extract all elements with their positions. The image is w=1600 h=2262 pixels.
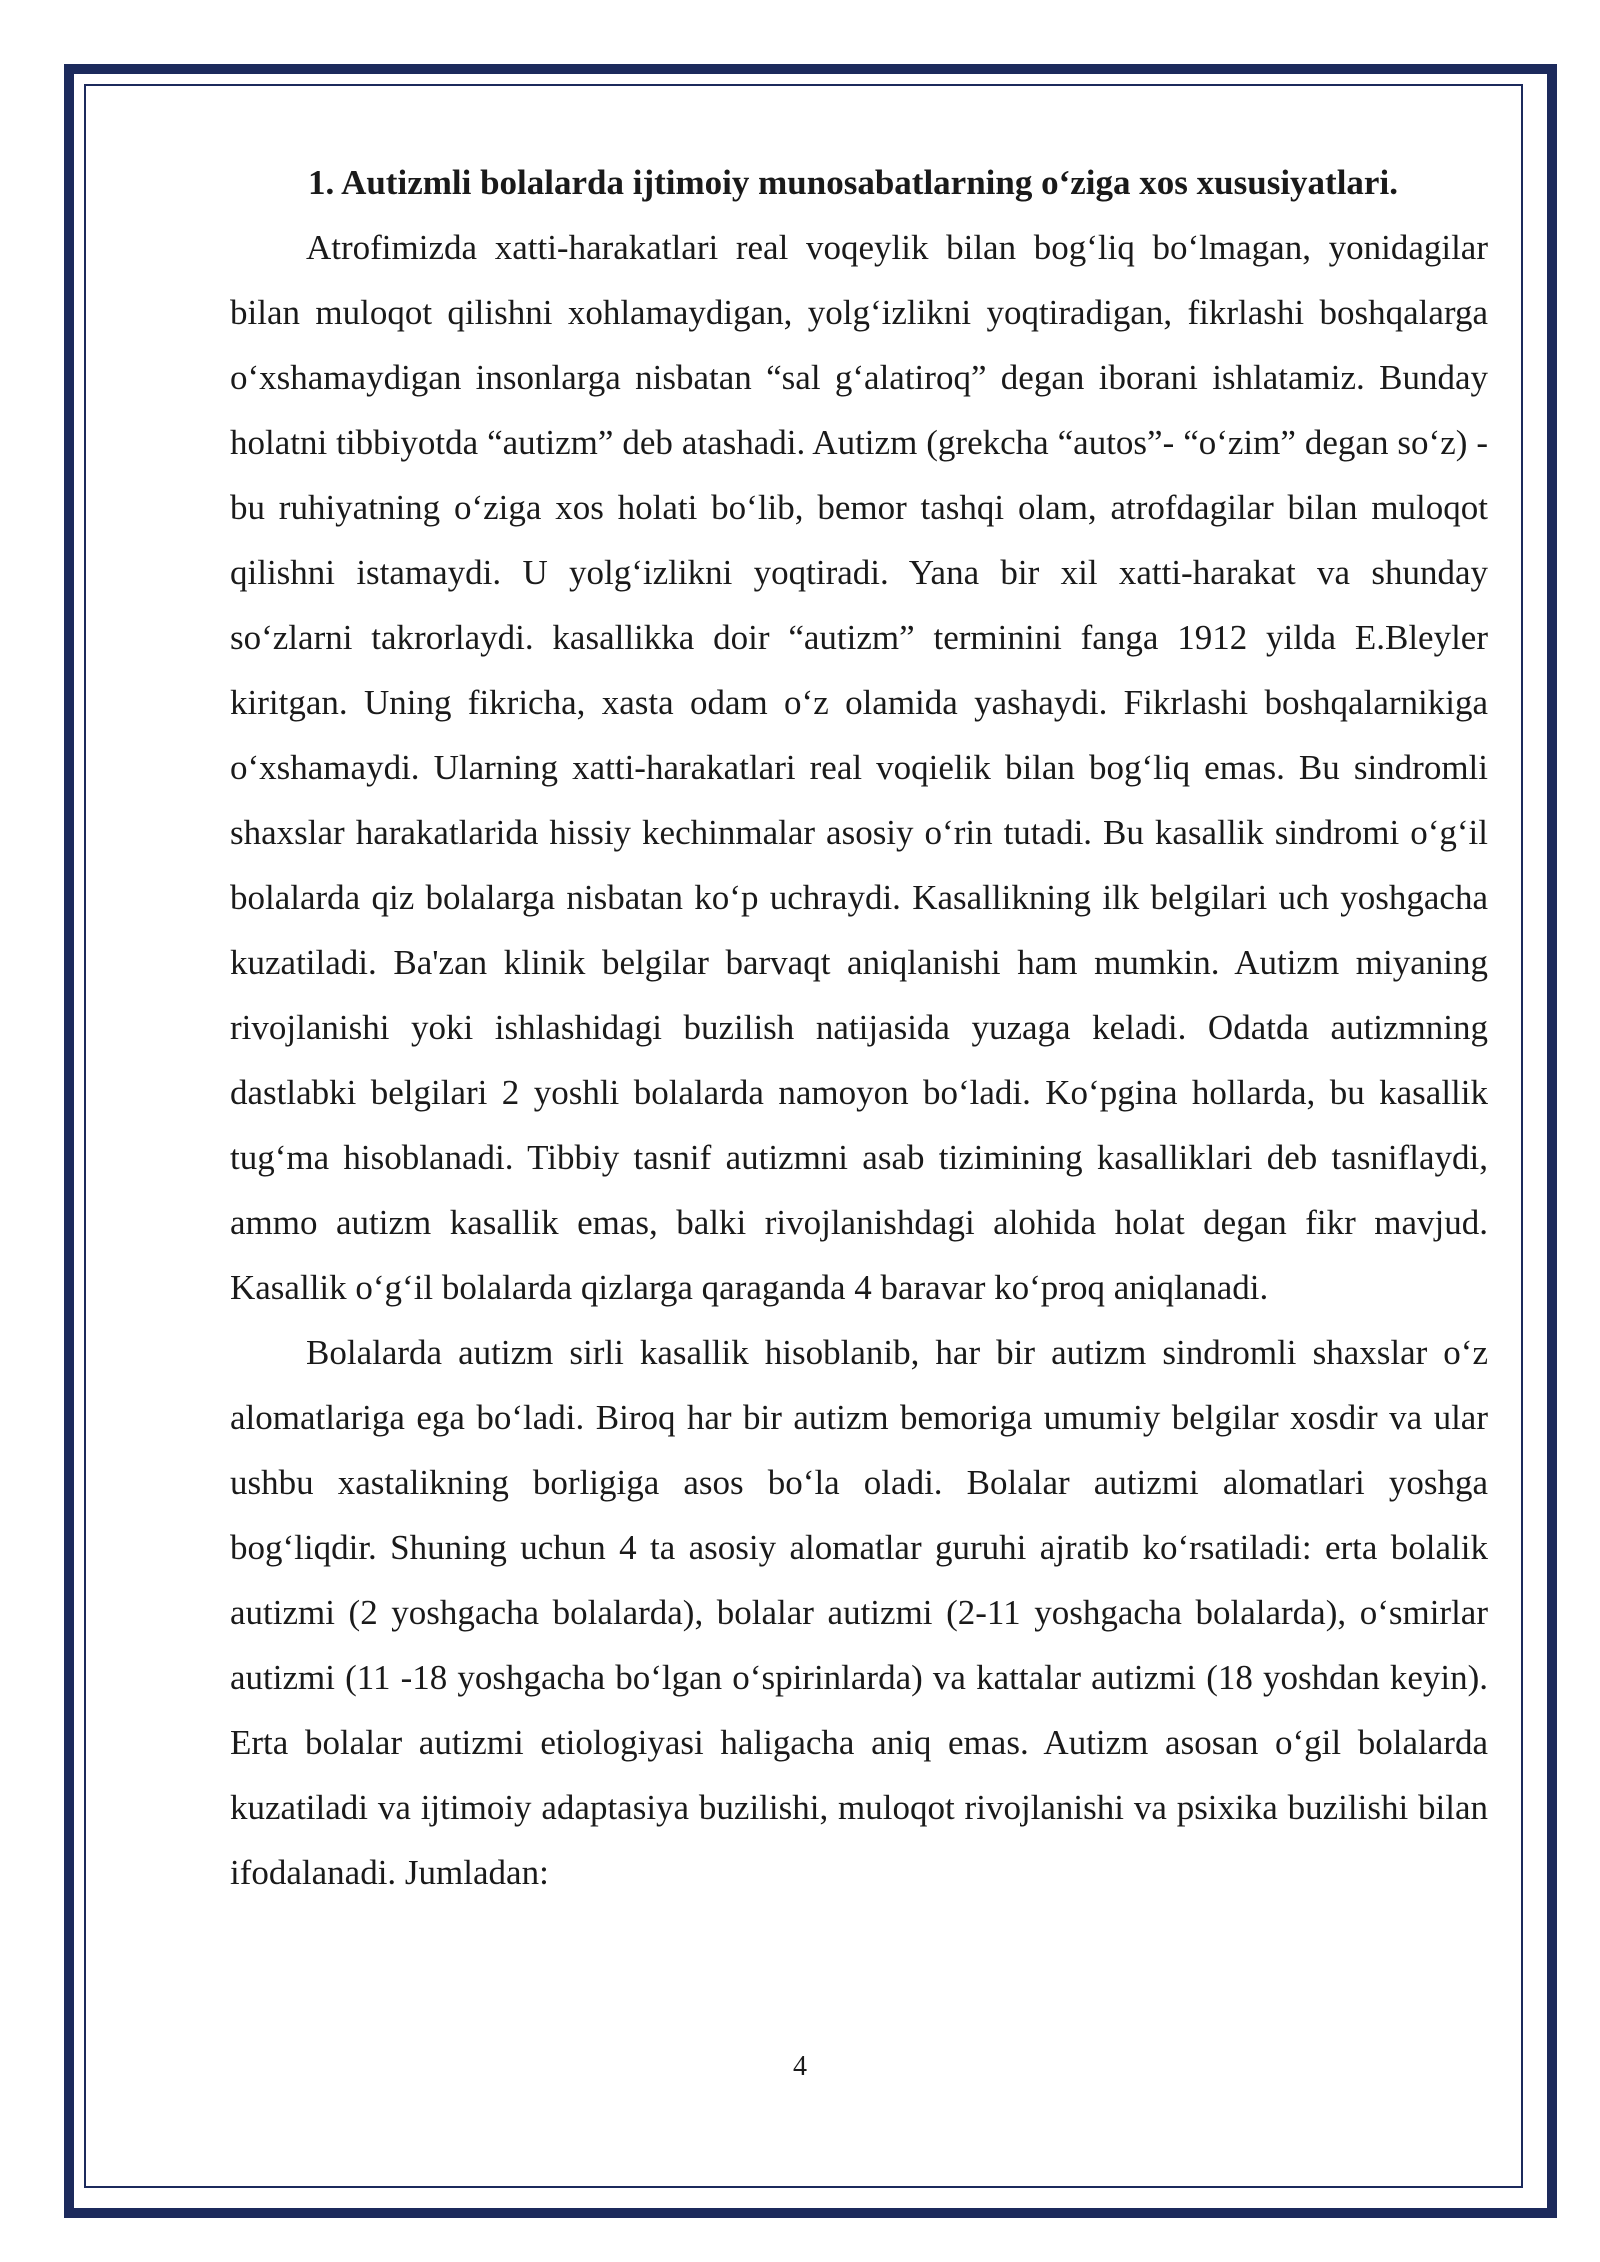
paragraph-autism-symptoms: Bolalarda autizm sirli kasallik hisoblanib, har bir autizm sindromli shaxslar o‘z alomatlariga ega bo‘ladi. Biroq har bir autizm bemoriga umumiy belgilar xosdir va ular ushbu xastalikning borligiga asos bo‘la oladi. Bolalar autizmi alomatlari yoshga bog‘liqdir. Shuning uchun 4 ta asosiy alomatlar guruhi ajratib ko‘rsatiladi: erta bolalik autizmi (2 yoshgacha bolalarda), bolalar autizmi (2-11 yoshgacha bolalarda), o‘smirlar autizmi (11 -18 yoshgacha bo‘lgan o‘spirinlarda) va kattalar autizmi (18 yoshdan keyin). Erta bolalar autizmi etiologiyasi haligacha aniq emas. Autizm asosan o‘gil bolalarda kuzatiladi va ijtimoiy adaptasiya buzilishi, muloqot rivojlanishi va psixika buzilishi bilan ifodalanadi. Jumladan:	[230, 1333, 1488, 1892]
section-heading: 1. Autizmli bolalarda ijtimoiy munosabatlarning o‘ziga xos xususiyatlari.	[308, 163, 1398, 202]
document-body	[230, 150, 1488, 1905]
paragraph-autism-definition: Atrofimizda xatti-harakatlari real voqeylik bilan bog‘liq bo‘lmagan, yonidagilar bilan muloqot qilishni xohlamaydigan, yolg‘izlikni yoqtiradigan, fikrlashi boshqalarga o‘xshamaydigan insonlarga nisbatan “sal g‘alatiroq” degan iborani ishlatamiz. Bunday holatni tibbiyotda “autizm” deb atashadi. Autizm (grekcha “autos”- “o‘zim” degan so‘z) - bu ruhiyatning o‘ziga xos holati bo‘lib, bemor tashqi olam, atrofdagilar bilan muloqot qilishni istamaydi. U yolg‘izlikni yoqtiradi. Yana bir xil xatti-harakat va shunday so‘zlarni takrorlaydi. kasallikka doir “autizm” terminini fanga 1912 yilda E.Bleyler kiritgan. Uning fikricha, xasta odam o‘z olamida yashaydi. Fikrlashi boshqalarnikiga o‘xshamaydi. Ularning xatti-harakatlari real voqielik bilan bog‘liq emas. Bu sindromli shaxslar harakatlarida hissiy kechinmalar asosiy o‘rin tutadi. Bu kasallik sindromi o‘g‘il bolalarda qiz bolalarga nisbatan ko‘p uchraydi. Kasallikning ilk belgilari uch yoshgacha kuzatiladi. Ba'zan klinik belgilar barvaqt aniqlanishi ham mumkin. Autizm miyaning rivojlanishi yoki ishlashidagi buzilish natijasida yuzaga keladi. Odatda autizmning dastlabki belgilari 2 yoshli bolalarda namoyon bo‘ladi. Ko‘pgina hollarda, bu kasallik tug‘ma hisoblanadi. Tibbiy tasnif autizmni asab tizimining kasalliklari deb tasniflaydi, ammo autizm kasallik emas, balki rivojlanishdagi alohida holat degan fikr mavjud. Kasallik o‘g‘il bolalarda qizlarga qaraganda 4 baravar ko‘proq aniqlanadi.	[230, 228, 1488, 1307]
page-number: 4	[793, 2051, 807, 2082]
